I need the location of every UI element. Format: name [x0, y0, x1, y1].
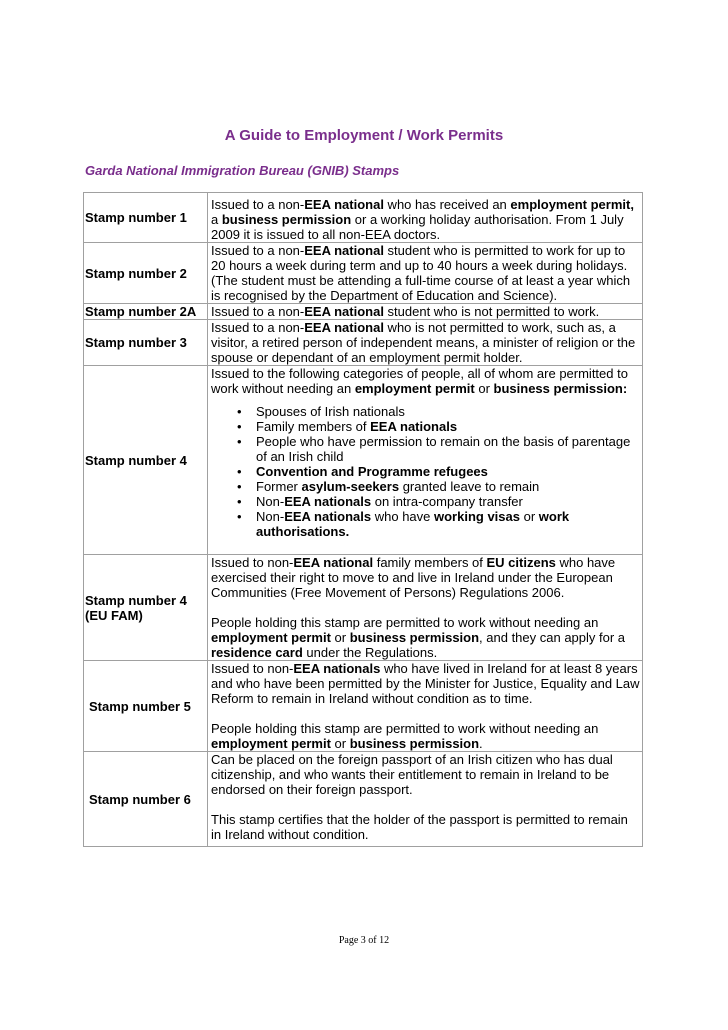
table-row: [84, 304, 643, 320]
section-subtitle: Garda National Immigration Bureau (GNIB) Stamps: [85, 163, 400, 178]
paragraph: People holding this stamp are permitted to work without needing an employment permit or business permission.: [211, 721, 599, 751]
bold-term: EEA nationals: [284, 509, 372, 524]
stamp-description: [208, 661, 643, 752]
stamp-label: Stamp number 1: [84, 193, 208, 243]
paragraph: This stamp certifies that the holder of the passport is permitted to remain in Ireland without condition.: [211, 812, 628, 842]
table-row: [84, 366, 643, 555]
stamp-label-qualifier: (EU FAM): [85, 607, 143, 623]
stamp-label: [84, 555, 208, 661]
page-number: Page 3 of 12: [338, 935, 390, 946]
list-item: • People who have permission to remain on the basis of parentage of an Irish child: [256, 434, 640, 464]
bold-term: residence card: [211, 645, 303, 660]
stamp-label: Stamp number 3: [84, 320, 208, 366]
bold-term: employment permit: [354, 381, 475, 396]
stamp-intro: Issued to the following categories of people, all of whom are permitted to work without needing an employment permit or business permission:: [211, 366, 628, 396]
stamp-description: [208, 555, 643, 661]
bold-term: EU citizens: [486, 555, 556, 570]
bold-term: EEA national: [304, 320, 384, 335]
bold-term: EEA national: [304, 304, 384, 319]
table-row: [84, 752, 643, 847]
paragraph: People holding this stamp are permitted to work without needing an employment permit or business permission, and they can apply for a residence card under the Regulations.: [211, 615, 626, 660]
bold-term: employment permit,: [510, 197, 634, 212]
stamps-table: [83, 192, 643, 847]
paragraph: Issued to non-EEA nationals who have lived in Ireland for at least 8 years and who have been permitted by the Minister for Justice, Equality and Law Reform to remain in Ireland without condition as to time.: [211, 661, 640, 706]
paragraph: Can be placed on the foreign passport of an Irish citizen who has dual citizenship, and who wants their entitlement to remain in Ireland to be endorsed on their foreign passport.: [211, 752, 613, 797]
paragraph: Issued to non-EEA national family members of EU citizens who have exercised their right to move to and live in Ireland under the European Communities (Free Movement of Persons) Regulations 2006.: [211, 555, 616, 600]
bold-term: EEA national: [304, 197, 384, 212]
stamp-label: Stamp number 6: [84, 752, 208, 847]
bold-term: business permission:: [493, 381, 628, 396]
bold-term: employment permit: [211, 630, 331, 645]
table-row: [84, 243, 643, 304]
bold-term: EEA national: [293, 555, 374, 570]
stamp-description: Issued to a non-EEA national student who is permitted to work for up to 20 hours a week during term and up to 40 hours a week during holidays. (The student must be attending a full-time course of at least a year which is recognised by the Department of Education and Science).: [208, 243, 643, 304]
list-item: • Non-EEA nationals on intra-company transfer: [256, 494, 640, 509]
table-row: [84, 661, 643, 752]
stamp-description: [208, 366, 643, 555]
stamp-description: Issued to a non-EEA national who has received an employment permit, a business permission or a working holiday authorisation. From 1 July 2009 it is issued to all non-EEA doctors.: [208, 193, 643, 243]
bold-term: business permission: [349, 630, 480, 645]
list-item: [256, 464, 640, 479]
bold-term: Convention and Programme refugees: [256, 464, 488, 479]
bold-term: business permission: [349, 736, 480, 751]
page-title: A Guide to Employment / Work Permits: [224, 127, 504, 144]
stamp-label: Stamp number 5: [84, 661, 208, 752]
bold-term: asylum-seekers: [301, 479, 400, 494]
table-row: [84, 193, 643, 243]
bold-term: EEA nationals: [370, 419, 458, 434]
list-item: • Family members of EEA nationals: [256, 419, 640, 434]
stamp-description: Issued to a non-EEA national who is not permitted to work, such as, a visitor, a retired person of independent means, a minister of religion or the spouse or dependant of an employment permit holder.: [208, 320, 643, 366]
list-item: • Non-EEA nationals who have working visas or work authorisations.: [256, 509, 640, 539]
stamp-label-line: Stamp number 4: [85, 592, 187, 608]
category-list: [211, 404, 640, 539]
stamp-description: Issued to a non-EEA national student who is not permitted to work.: [208, 304, 643, 320]
bold-term: EEA national: [304, 243, 384, 258]
bold-term: work authorisations.: [256, 509, 570, 539]
bold-term: employment permit: [211, 736, 331, 751]
stamp-label: Stamp number 4: [84, 366, 208, 555]
stamp-label: Stamp number 2: [84, 243, 208, 304]
stamp-description: [208, 752, 643, 847]
table-row: [84, 320, 643, 366]
bold-term: EEA nationals: [284, 494, 372, 509]
bold-term: working visas: [434, 509, 520, 524]
table-row: [84, 555, 643, 661]
stamp-label: Stamp number 2A: [84, 304, 208, 320]
list-item: • Former asylum-seekers granted leave to remain: [256, 479, 640, 494]
bold-term: EEA nationals: [293, 661, 381, 676]
bold-term: business permission: [221, 212, 352, 227]
list-item: • Spouses of Irish nationals: [256, 404, 640, 419]
